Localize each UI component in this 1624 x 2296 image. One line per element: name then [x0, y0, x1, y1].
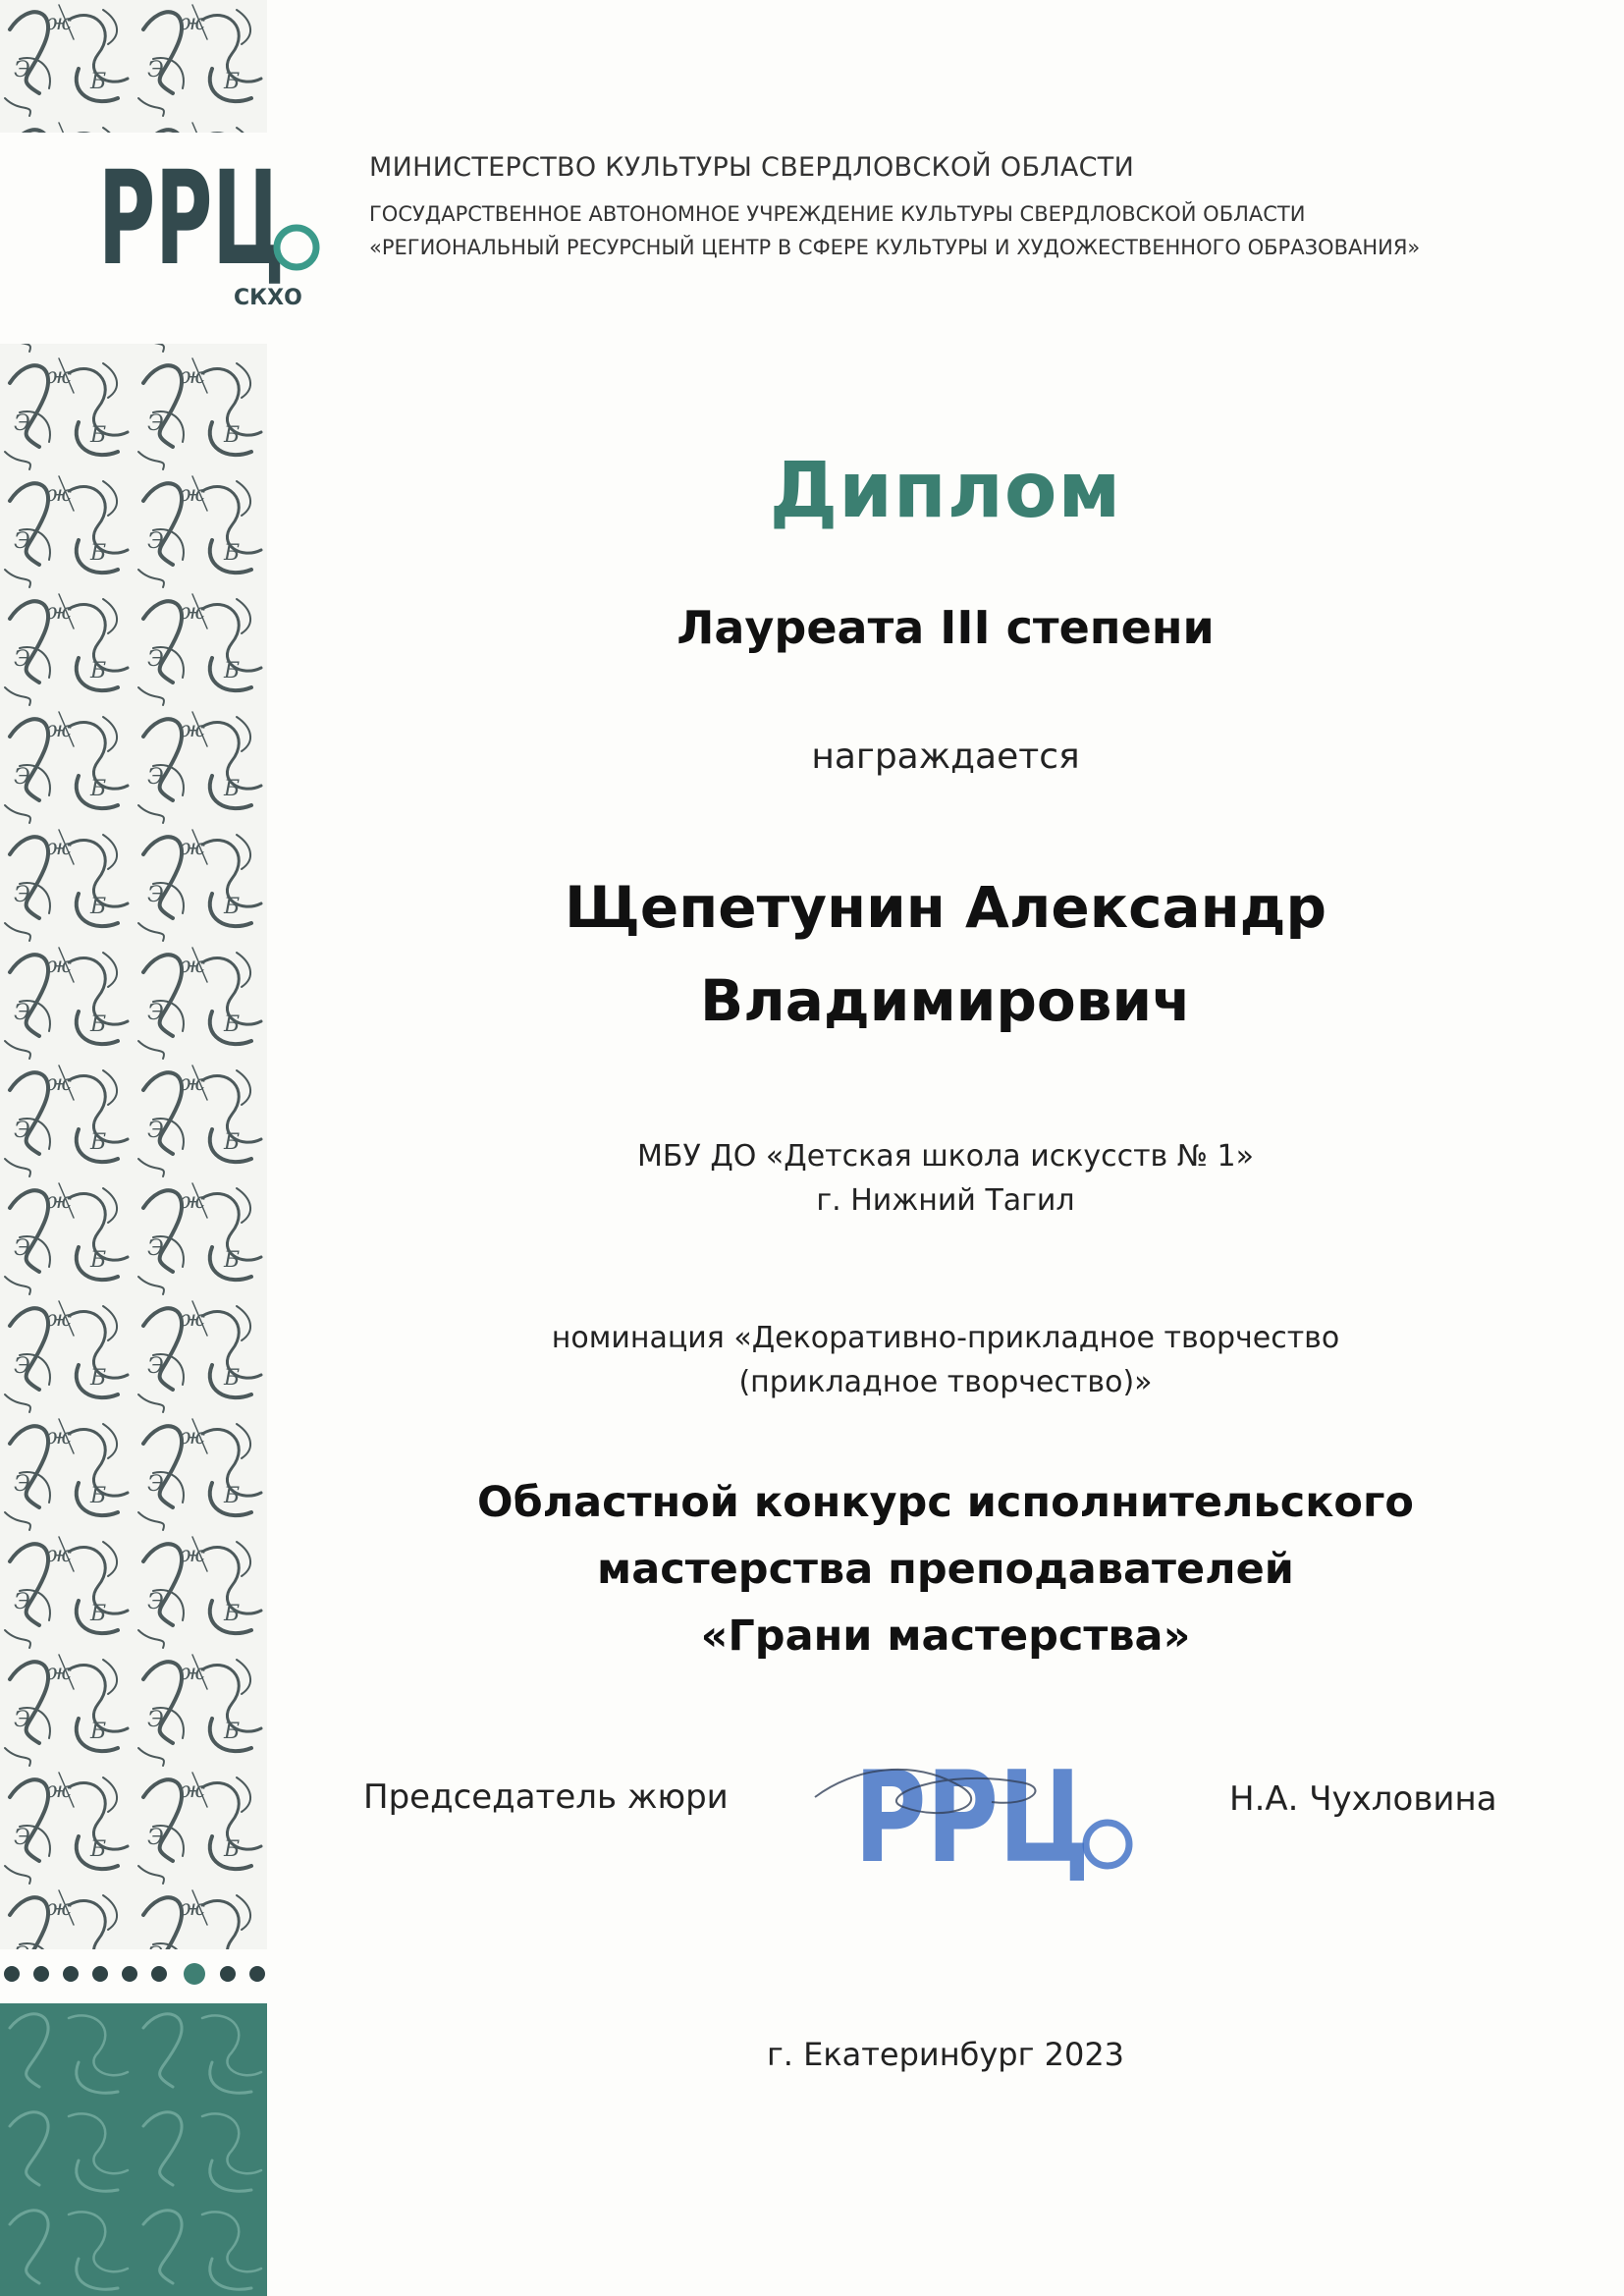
contest-line2: мастерства преподавателей [597, 1545, 1294, 1594]
green-calligraphy-block [0, 2003, 267, 2296]
decorative-side-strip [0, 0, 267, 2296]
city-year: г. Екатеринбург 2023 [766, 2036, 1125, 2073]
logo-subtitle: СКХО [234, 286, 302, 310]
stamp-text: РРЦ [854, 1745, 1090, 1891]
organization-stamp [795, 1728, 1149, 1895]
rrc-logo-icon [98, 147, 334, 314]
institution-line: ГОСУДАРСТВЕННОЕ АВТОНОМНОЕ УЧРЕЖДЕНИЕ КУЛЬТУРЫ СВЕРДЛОВСКОЙ ОБЛАСТИ [369, 202, 1306, 226]
jury-chair-label: Председатель жюри [363, 1777, 729, 1817]
contest-line3: «Грани мастерства» [700, 1612, 1191, 1661]
ministry-title: МИНИСТЕРСТВО КУЛЬТУРЫ СВЕРДЛОВСКОЙ ОБЛАСТИ [369, 152, 1135, 183]
dot-row [0, 1954, 267, 1994]
nomination-line2: (прикладное творчество)» [738, 1365, 1153, 1399]
jury-chair-name: Н.А. Чухловина [1229, 1779, 1497, 1819]
logo-text: РРЦ [98, 147, 285, 295]
laureate-degree: Лауреата III степени [677, 601, 1215, 654]
diploma-title: Диплом [769, 447, 1122, 535]
organization-logo [98, 147, 334, 314]
organization-city: г. Нижний Тагил [816, 1183, 1075, 1218]
dot-row-art [0, 1954, 267, 1994]
awarded-text: награждается [811, 737, 1080, 777]
institution-name: «РЕГИОНАЛЬНЫЙ РЕСУРСНЫЙ ЦЕНТР В СФЕРЕ КУЛЬТУРЫ И ХУДОЖЕСТВЕННОГО ОБРАЗОВАНИЯ» [369, 236, 1421, 259]
contest-line1: Областной конкурс исполнительского [477, 1478, 1414, 1527]
organization-line1: МБУ ДО «Детская школа искусств № 1» [637, 1139, 1254, 1174]
recipient-name-line1: Щепетунин Александр [564, 874, 1327, 941]
green-calligraphy-art [0, 2003, 267, 2296]
nomination-line1: номинация «Декоративно-прикладное творчество [551, 1321, 1340, 1355]
recipient-name-line2: Владимирович [700, 967, 1191, 1034]
stamp-icon [795, 1728, 1149, 1895]
